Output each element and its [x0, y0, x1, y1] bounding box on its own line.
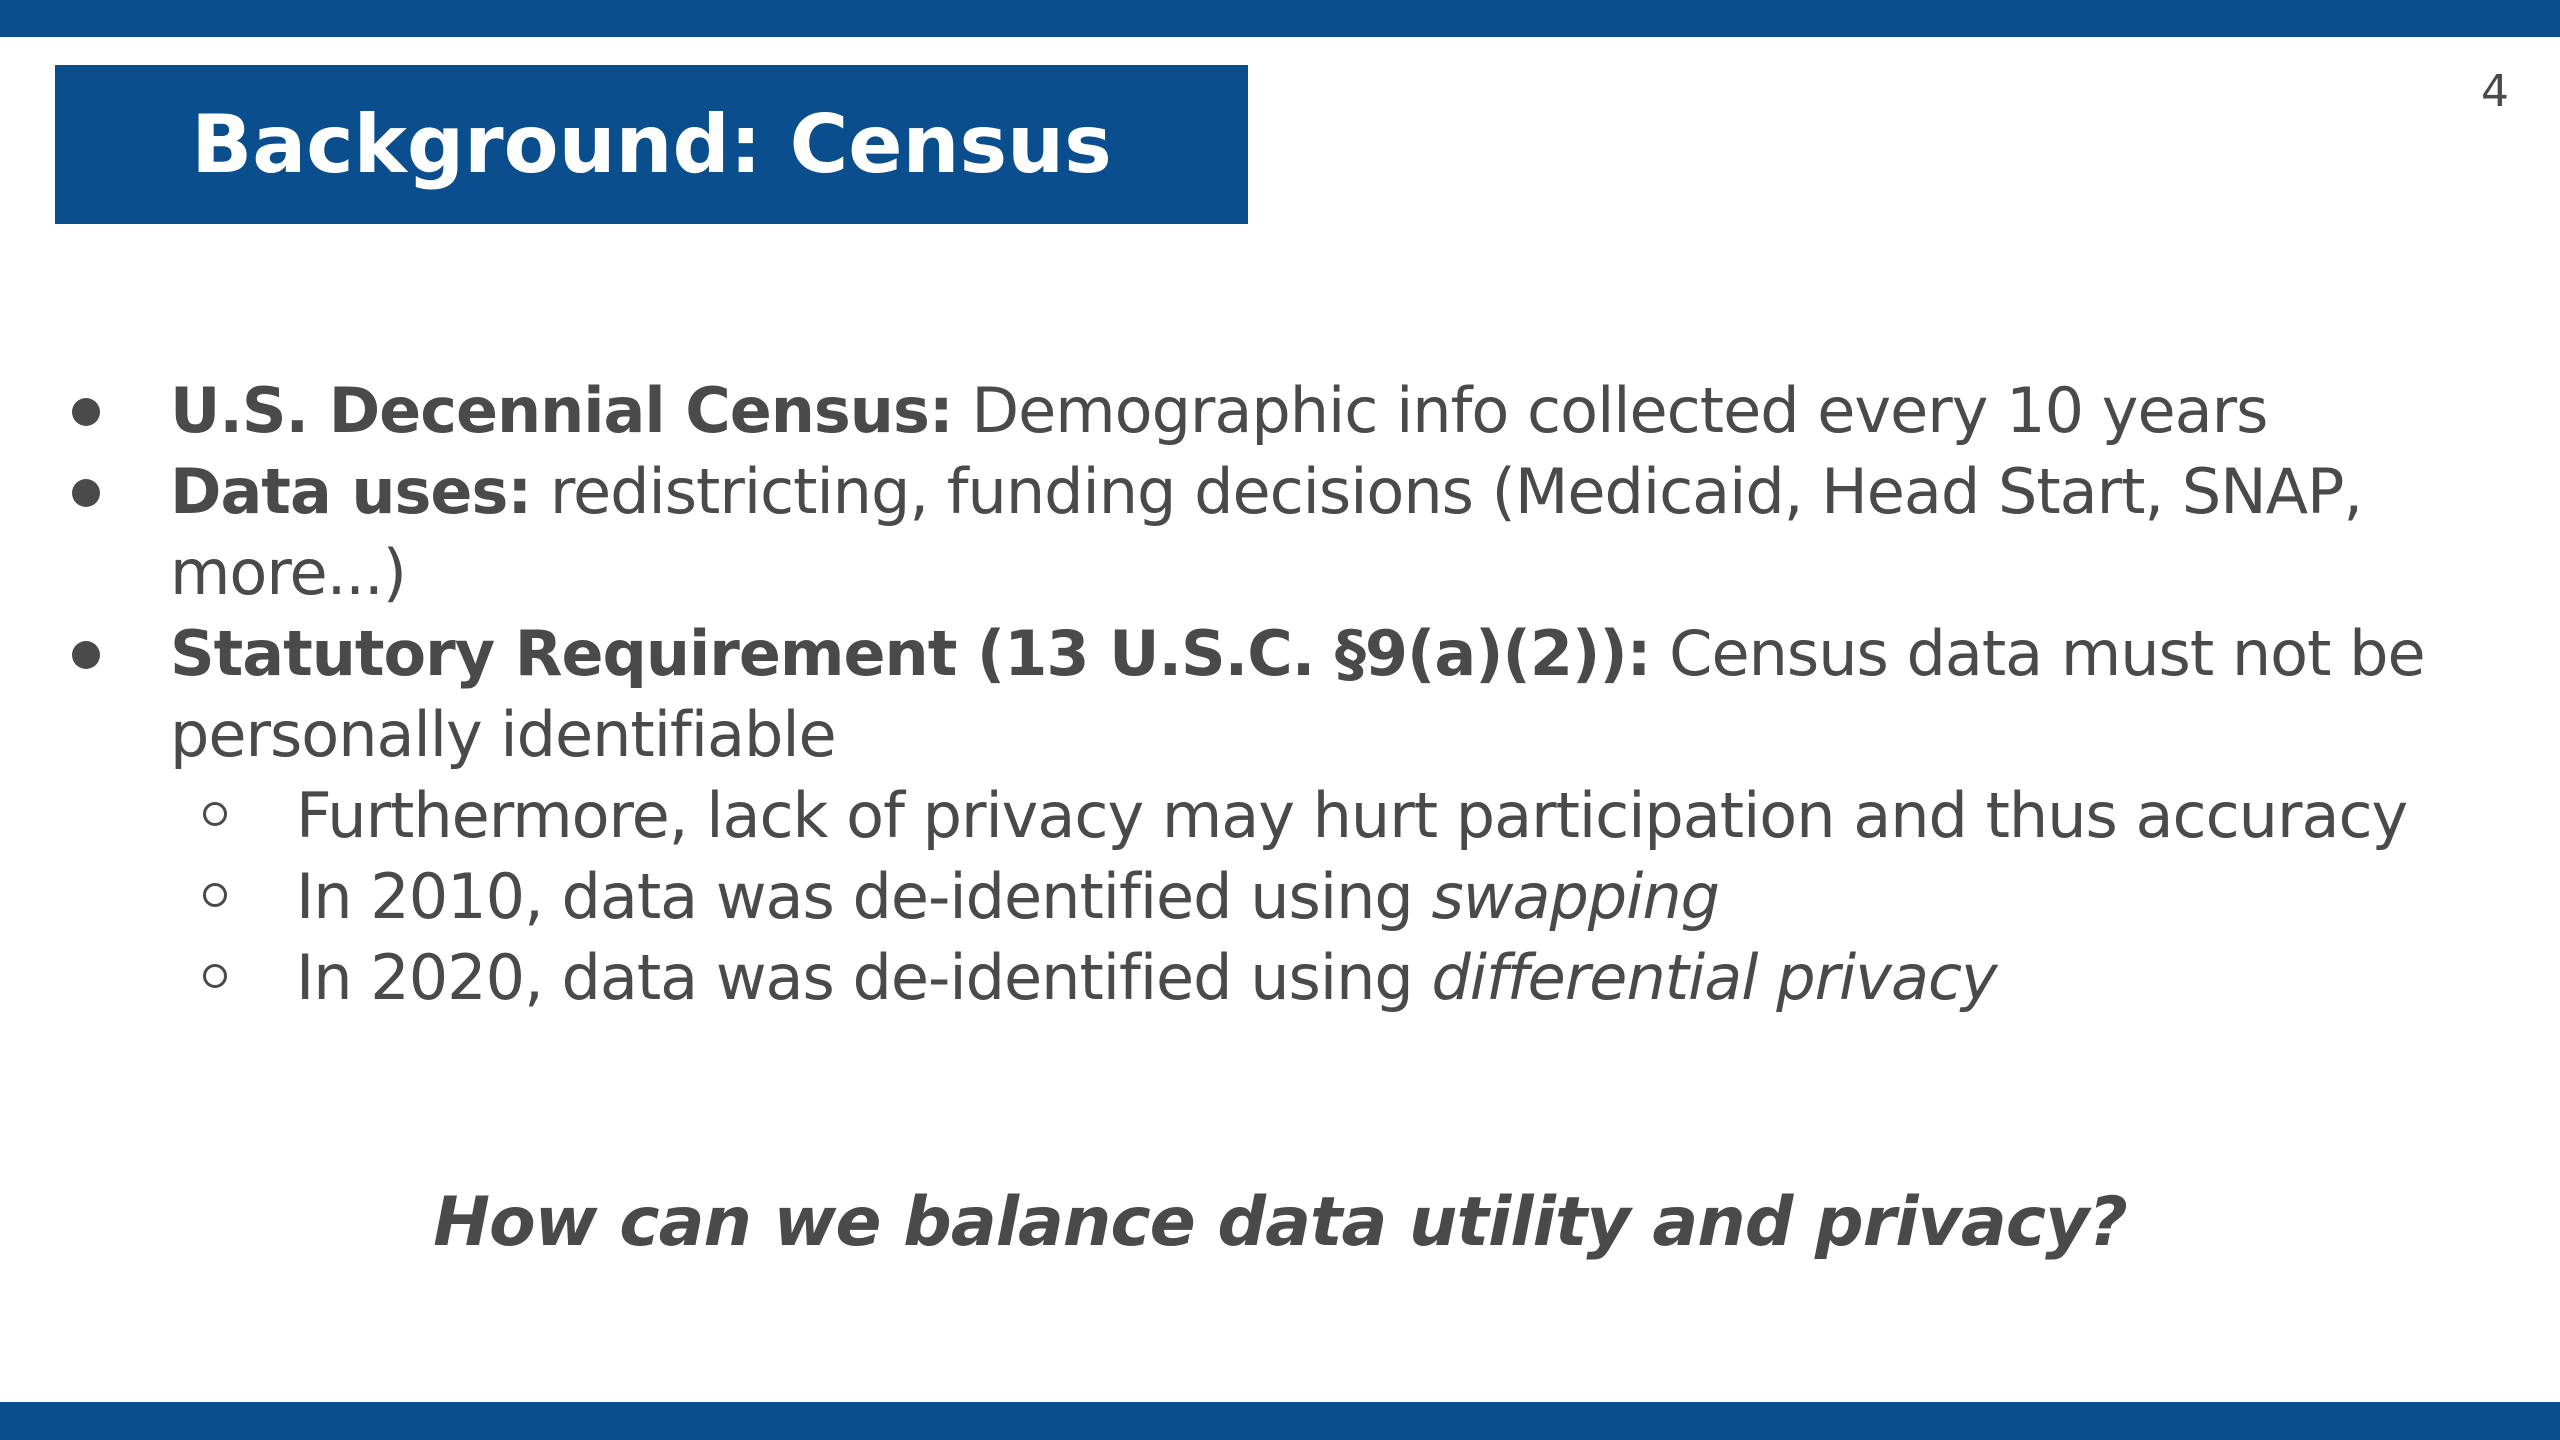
- bullet-item-statutory: [0, 613, 2560, 775]
- sub-bullet-emphasis: differential privacy: [1431, 941, 1997, 1014]
- sub-bullet-text: Furthermore, lack of privacy may hurt participation and thus accuracy: [296, 779, 2408, 852]
- sub-bullet-circle-icon: [203, 883, 227, 907]
- bullet-text: Demographic info collected every 10 years: [952, 374, 2268, 447]
- sub-bullet-emphasis: swapping: [1431, 860, 1720, 933]
- bullet-text: Census data must not be personally identifiable: [170, 617, 2425, 771]
- bullet-list: [0, 370, 2560, 1018]
- bottom-accent-bar: [0, 1402, 2560, 1440]
- bullet-lead: Statutory Requirement (13 U.S.C. §9(a)(2)):: [170, 617, 1651, 690]
- sub-bullet-circle-icon: [203, 802, 227, 826]
- bullet-dot-icon: [72, 479, 100, 507]
- closing-question: How can we balance data utility and privacy?: [433, 1183, 2127, 1262]
- bullet-lead: Data uses:: [170, 455, 532, 528]
- sub-bullet-circle-icon: [203, 964, 227, 988]
- top-accent-bar: [0, 0, 2560, 37]
- sub-bullet-text: In 2020, data was de-identified using: [296, 941, 1432, 1014]
- bullet-dot-icon: [72, 641, 100, 669]
- bullet-lead: U.S. Decennial Census:: [170, 374, 953, 447]
- slide-title: Background: Census: [191, 98, 1112, 191]
- page-number: 4: [2481, 66, 2509, 117]
- sub-bullet-item-2010: [0, 856, 2560, 937]
- sub-bullet-text: In 2010, data was de-identified using: [296, 860, 1432, 933]
- sub-bullet-item-2020: [0, 937, 2560, 1018]
- sub-bullet-item-participation: [0, 775, 2560, 856]
- bullet-text: redistricting, funding decisions (Medicaid, Head Start, SNAP, more...): [170, 455, 2363, 609]
- bullet-dot-icon: [72, 398, 100, 426]
- title-banner: [55, 65, 1248, 224]
- bullet-item-census: [0, 370, 2560, 451]
- bullet-item-data-uses: [0, 451, 2560, 613]
